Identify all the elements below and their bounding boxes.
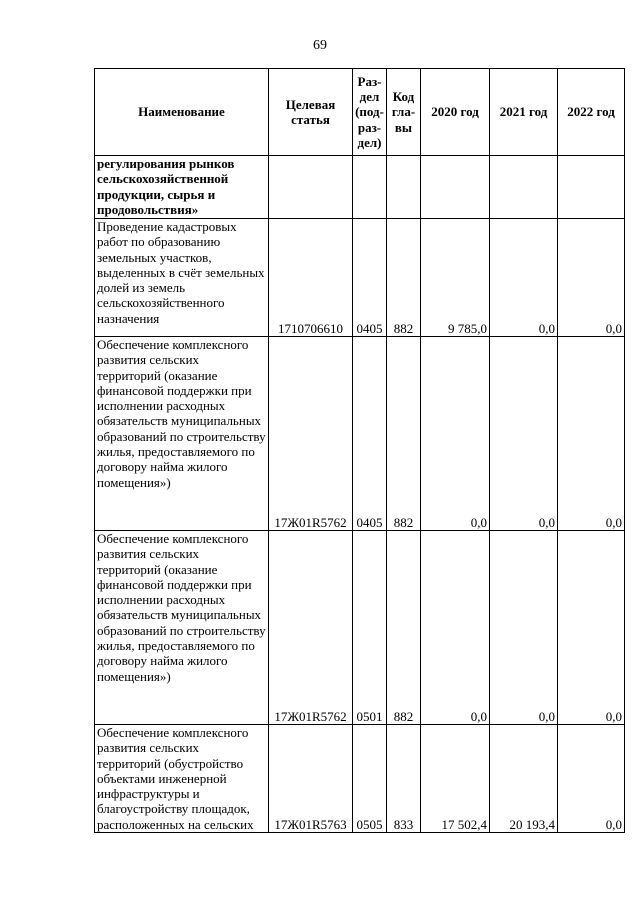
row-chapter — [387, 156, 421, 219]
row-year-2020 — [421, 156, 490, 219]
table-header-row — [95, 69, 625, 156]
row-target: 17Ж01R5762 — [269, 337, 353, 531]
header-section: Раз-дел (под-раз-дел) — [353, 69, 387, 156]
header-name: Наименование — [95, 69, 269, 156]
row-year-2022: 0,0 — [558, 337, 625, 531]
row-chapter: 833 — [387, 725, 421, 833]
row-year-2021: 0,0 — [490, 531, 558, 725]
row-section: 0405 — [353, 337, 387, 531]
row-year-2022 — [558, 156, 625, 219]
row-year-2021 — [490, 156, 558, 219]
row-section — [353, 156, 387, 219]
row-section: 0501 — [353, 531, 387, 725]
row-target — [269, 156, 353, 219]
row-year-2022: 0,0 — [558, 531, 625, 725]
row-chapter: 882 — [387, 337, 421, 531]
header-chapter: Код гла-вы — [387, 69, 421, 156]
row-year-2022: 0,0 — [558, 219, 625, 337]
row-section: 0405 — [353, 219, 387, 337]
row-target: 17Ж01R5763 — [269, 725, 353, 833]
header-year-2022: 2022 год — [558, 69, 625, 156]
header-target: Целевая статья — [269, 69, 353, 156]
row-year-2020: 0,0 — [421, 531, 490, 725]
row-name: регулирования рынков сельскохозяйственной продукции, сырья и продовольствия» — [95, 156, 269, 219]
row-year-2021: 0,0 — [490, 337, 558, 531]
row-chapter: 882 — [387, 531, 421, 725]
row-year-2021: 20 193,4 — [490, 725, 558, 833]
row-year-2021: 0,0 — [490, 219, 558, 337]
table-row — [95, 725, 625, 833]
row-year-2020: 17 502,4 — [421, 725, 490, 833]
row-section: 0505 — [353, 725, 387, 833]
row-year-2020: 0,0 — [421, 337, 490, 531]
table-row — [95, 531, 625, 725]
budget-table — [94, 68, 625, 833]
row-year-2020: 9 785,0 — [421, 219, 490, 337]
row-name: Обеспечение комплексного развития сельских территорий (обустройство объектами инженерной инфраструктуры и благоустройству площадок, расположенных на сельских — [95, 725, 269, 833]
row-name: Обеспечение комплексного развития сельских территорий (оказание финансовой поддержки при исполнении расходных обязательств муниципальных образований по строительству жилья, предоставляемого по договору найма жилого помещения») — [95, 337, 269, 531]
row-name: Обеспечение комплексного развития сельских территорий (оказание финансовой поддержки при исполнении расходных обязательств муниципальных образований по строительству жилья, предоставляемого по договору найма жилого помещения») — [95, 531, 269, 725]
row-target: 1710706610 — [269, 219, 353, 337]
header-year-2021: 2021 год — [490, 69, 558, 156]
page-number: 69 — [313, 38, 327, 53]
header-year-2020: 2020 год — [421, 69, 490, 156]
table-row — [95, 337, 625, 531]
row-chapter: 882 — [387, 219, 421, 337]
row-year-2022: 0,0 — [558, 725, 625, 833]
table-row — [95, 219, 625, 337]
table-row — [95, 156, 625, 219]
row-name: Проведение кадастровых работ по образованию земельных участков, выделенных в счёт земельных долей из земель сельскохозяйственного назначения — [95, 219, 269, 337]
row-target: 17Ж01R5762 — [269, 531, 353, 725]
